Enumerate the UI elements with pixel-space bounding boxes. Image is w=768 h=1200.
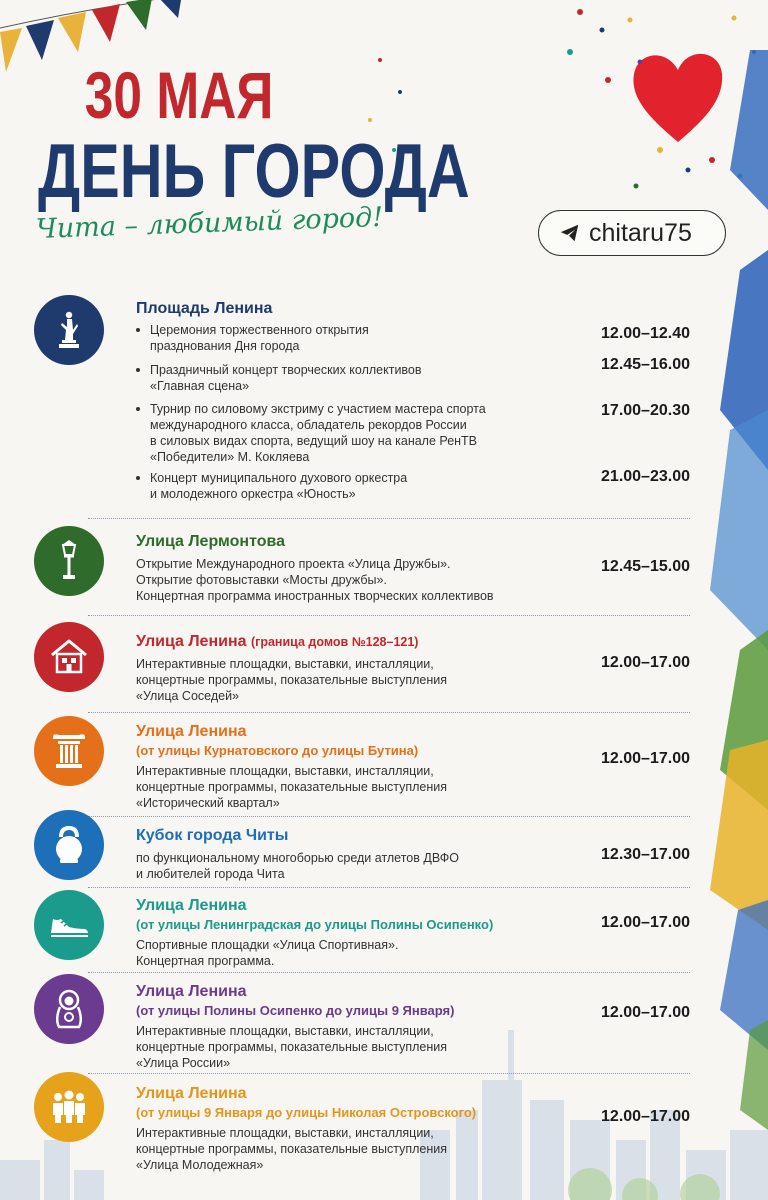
divider: [88, 615, 690, 616]
section-title: Улица Ленина: [136, 723, 247, 740]
section-description: Интерактивные площадки, выставки, инсталляции, концертные программы, показательные выступления «Улица Соседей»: [136, 657, 447, 703]
section-icon: [34, 890, 104, 960]
event-time: 12.00–17.00: [601, 654, 690, 671]
section-icon: [34, 295, 104, 365]
divider: [88, 518, 690, 519]
section-subtitle: (от улицы Курнатовского до улицы Бутина): [136, 743, 419, 758]
event-time: 21.00–23.00: [601, 468, 690, 485]
kettlebell-icon: [47, 823, 91, 867]
event-time: 12.45–16.00: [601, 356, 690, 373]
street-lamp-icon: [47, 539, 91, 583]
section-subtitle: (от улицы Полины Осипенко до улицы 9 Января): [136, 1003, 455, 1018]
section-title: Улица Ленина: [136, 1085, 247, 1102]
event-time: 12.00–17.00: [601, 1108, 690, 1125]
section-lenin-square: [34, 295, 690, 510]
list-item: Праздничный концерт творческих коллективов «Главная сцена»: [136, 362, 576, 394]
divider: [88, 1073, 690, 1074]
list-item: Церемония торжественного открытия празднования Дня города: [136, 322, 576, 354]
section-icon: [34, 1072, 104, 1142]
event-time: 17.00–20.30: [601, 402, 690, 419]
sneaker-icon: [47, 903, 91, 947]
section-description: Интерактивные площадки, выставки, инсталляции, концертные программы, показательные выступления «Улица России»: [136, 1024, 447, 1070]
section-description: Открытие Международного проекта «Улица Дружбы». Открытие фотовыставки «Мосты дружбы». Концертная программа иностранных творческих коллективов: [136, 557, 494, 603]
list-item: Турнир по силовому экстриму с участием мастера спорта международного класса, обладатель рекордов России в силовых видах спорта, ведущий шоу на канале РенТВ «Победители» М. Кокляева: [136, 401, 576, 465]
section-description: Спортивные площадки «Улица Спортивная». Концертная программа.: [136, 938, 399, 968]
section-icon: [34, 974, 104, 1044]
section-title: Улица Ленина: [136, 897, 247, 914]
section-description: Интерактивные площадки, выставки, инсталляции, концертные программы, показательные выступления «Улица Молодежная»: [136, 1126, 447, 1172]
section-title: Улица Ленина: [136, 983, 247, 1000]
house-icon: [47, 635, 91, 679]
event-date: 30 МАЯ: [84, 58, 274, 132]
divider: [88, 972, 690, 973]
section-title: Улица Лермонтова: [136, 533, 285, 550]
section-title: Улица Ленина (граница домов №128–121): [136, 633, 419, 650]
event-time: 12.45–15.00: [601, 558, 690, 575]
event-time: 12.00–17.00: [601, 750, 690, 767]
event-time: 12.30–17.00: [601, 846, 690, 863]
section-title: Площадь Ленина: [136, 300, 273, 317]
section-icon: [34, 810, 104, 880]
slogan: Чита – любимый город!: [35, 201, 384, 245]
section-icon: [34, 526, 104, 596]
section-description: по функциональному многоборью среди атлетов ДВФО и любителей города Чита: [136, 851, 459, 881]
list-item: Концерт муниципального духового оркестра и молодежного оркестра «Юность»: [136, 470, 576, 502]
event-title: ДЕНЬ ГОРОДА: [38, 129, 470, 214]
section-icon: [34, 716, 104, 786]
divider: [88, 887, 690, 888]
section-icon: [34, 622, 104, 692]
divider: [88, 816, 690, 817]
section-description: Интерактивные площадки, выставки, инсталляции, концертные программы, показательные выступления «Исторический квартал»: [136, 764, 447, 810]
section-subtitle: (от улицы Ленинградская до улицы Полины Осипенко): [136, 917, 494, 932]
matryoshka-icon: [47, 987, 91, 1031]
event-time: 12.00–17.00: [601, 1004, 690, 1021]
divider: [88, 712, 690, 713]
monument-icon: [47, 308, 91, 352]
section-title: Кубок города Читы: [136, 827, 289, 844]
section-subtitle: (от улицы 9 Января до улицы Николая Островского): [136, 1105, 477, 1120]
section-title-note: (граница домов №128–121): [250, 635, 419, 649]
event-time: 12.00–12.40: [601, 325, 690, 342]
column-icon: [47, 729, 91, 773]
people-icon: [47, 1085, 91, 1129]
telegram-handle: chitaru75: [589, 218, 692, 247]
event-time: 12.00–17.00: [601, 914, 690, 931]
